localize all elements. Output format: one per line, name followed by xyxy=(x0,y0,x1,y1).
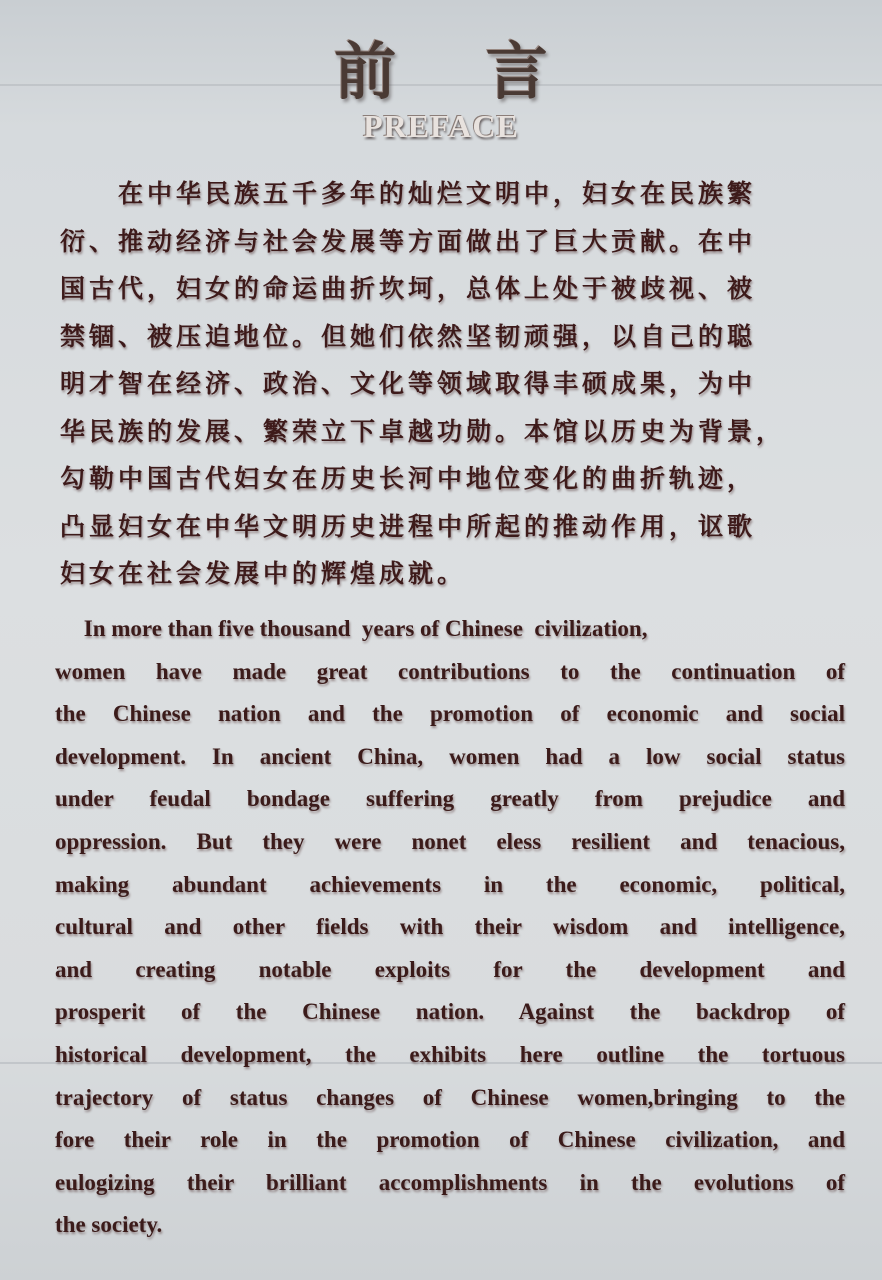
chinese-line: 衍、推动经济与社会发展等方面做出了巨大贡献。在中 xyxy=(60,226,757,256)
english-line: making abundant achievements in the economic, political, xyxy=(55,871,845,897)
chinese-paragraph xyxy=(60,170,840,598)
chinese-line: 明才智在经济、政治、文化等领域取得丰硕成果，为中 xyxy=(60,369,757,398)
english-line: oppression. But they were nonet eless resilient and tenacious, xyxy=(55,828,845,854)
english-line: the Chinese nation and the promotion of economic and social xyxy=(55,701,845,727)
chinese-line: 勾勒中国古代妇女在历史长河中地位变化的曲折轨迹， xyxy=(60,464,757,493)
english-line: development. In ancient China, women had a low social status xyxy=(55,743,845,769)
english-line: trajectory of status changes of Chinese women,bringing to the xyxy=(55,1084,845,1110)
english-line: fore their role in the promotion of Chinese civilization, and xyxy=(55,1127,845,1153)
english-line: cultural and other fields with their wisdom and intelligence, xyxy=(55,914,845,940)
english-line: and creating notable exploits for the development and xyxy=(55,956,845,982)
chinese-line: 华民族的发展、繁荣立下卓越功勋。本馆以历史为背景， xyxy=(60,416,786,446)
chinese-line: 国古代，妇女的命运曲折坎坷，总体上处于被歧视、被 xyxy=(60,274,757,303)
english-paragraph xyxy=(55,608,845,1247)
english-line: the society. xyxy=(55,1212,163,1238)
chinese-title: 前 言 xyxy=(334,35,582,108)
chinese-line: 禁锢、被压迫地位。但她们依然坚韧顽强，以自己的聪 xyxy=(60,321,757,351)
chinese-line: 妇女在社会发展中的辉煌成就。 xyxy=(60,559,467,588)
english-line: historical development, the exhibits here outline the tortuous xyxy=(55,1041,845,1067)
english-line: prosperit of the Chinese nation. Against the backdrop of xyxy=(55,999,845,1025)
english-line: women have made great contributions to the continuation of xyxy=(55,658,845,684)
english-title: PREFACE xyxy=(363,108,519,144)
chinese-line: 在中华民族五千多年的灿烂文明中，妇女在民族繁 xyxy=(60,179,757,208)
chinese-line: 凸显妇女在中华文明历史进程中所起的推动作用，讴歌 xyxy=(60,511,757,541)
english-line: eulogizing their brilliant accomplishments in the evolutions of xyxy=(55,1169,845,1195)
english-line: under feudal bondage suffering greatly from prejudice and xyxy=(55,786,845,812)
english-line: In more than five thousand years of Chinese civilization, xyxy=(55,616,648,641)
